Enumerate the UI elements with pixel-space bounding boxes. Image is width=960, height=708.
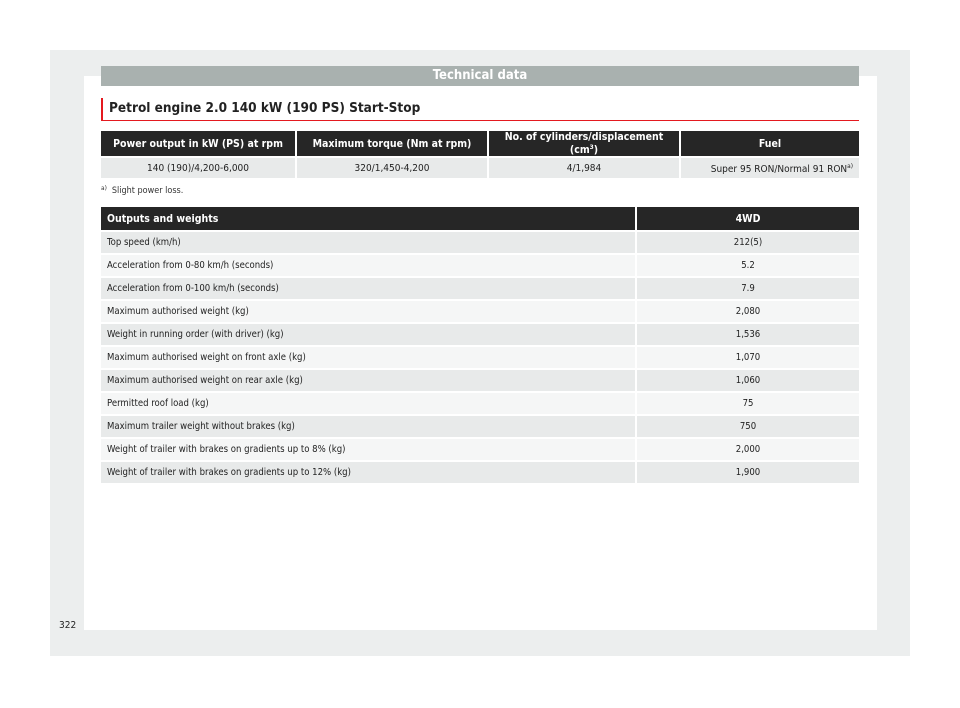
row-label: Acceleration from 0-80 km/h (seconds) <box>101 255 635 276</box>
row-label: Maximum trailer weight without brakes (kg) <box>101 416 635 437</box>
weights-table <box>99 205 861 485</box>
cell-fuel <box>681 158 859 178</box>
header-torque: Maximum torque (Nm at rpm) <box>297 131 487 156</box>
row-value: 212(5) <box>637 232 859 253</box>
cell-power: 140 (190)/4,200-6,000 <box>101 158 295 178</box>
row-label: Permitted roof load (kg) <box>101 393 635 414</box>
header-cylinders-text: No. of cylinders/displacement (cm <box>504 131 664 156</box>
row-value: 2,000 <box>637 439 859 460</box>
weights-table-header <box>101 207 859 230</box>
page-number: 322 <box>59 620 77 631</box>
header-cylinders <box>489 131 679 156</box>
row-label: Maximum authorised weight (kg) <box>101 301 635 322</box>
engine-table <box>99 129 861 180</box>
row-label: Maximum authorised weight on front axle (kg) <box>101 347 635 368</box>
row-label: Weight of trailer with brakes on gradients up to 8% (kg) <box>101 439 635 460</box>
table-row <box>101 278 859 299</box>
chapter-header: Technical data <box>101 66 859 86</box>
footnote <box>101 184 183 196</box>
row-value: 1,536 <box>637 324 859 345</box>
footnote-text: Slight power loss. <box>111 186 184 196</box>
table-row <box>101 324 859 345</box>
row-value: 1,070 <box>637 347 859 368</box>
row-label: Acceleration from 0-100 km/h (seconds) <box>101 278 635 299</box>
engine-table-row <box>101 158 859 178</box>
footnote-mark: a) <box>101 184 107 192</box>
table-row <box>101 370 859 391</box>
table-row <box>101 347 859 368</box>
section-title: Petrol engine 2.0 140 kW (190 PS) Start-Stop <box>101 98 859 120</box>
cell-torque: 320/1,450-4,200 <box>297 158 487 178</box>
table-row <box>101 232 859 253</box>
table-row <box>101 301 859 322</box>
row-value: 1,060 <box>637 370 859 391</box>
title-underline <box>101 120 859 121</box>
row-value: 75 <box>637 393 859 414</box>
row-value: 750 <box>637 416 859 437</box>
row-label: Weight of trailer with brakes on gradients up to 12% (kg) <box>101 462 635 483</box>
row-value: 1,900 <box>637 462 859 483</box>
cell-fuel-text: Super 95 RON/Normal 91 RON <box>710 163 848 175</box>
row-label: Top speed (km/h) <box>101 232 635 253</box>
row-label: Weight in running order (with driver) (kg) <box>101 324 635 345</box>
table-row <box>101 439 859 460</box>
table-row <box>101 393 859 414</box>
header-cylinders-close: ) <box>593 144 599 156</box>
row-value: 2,080 <box>637 301 859 322</box>
row-label: Maximum authorised weight on rear axle (kg) <box>101 370 635 391</box>
header-cylinders-sup: 3 <box>589 143 594 151</box>
header-outputs-weights: Outputs and weights <box>101 207 635 230</box>
cell-cylinders: 4/1,984 <box>489 158 679 178</box>
row-value: 7.9 <box>637 278 859 299</box>
table-row <box>101 416 859 437</box>
header-power: Power output in kW (PS) at rpm <box>101 131 295 156</box>
row-value: 5.2 <box>637 255 859 276</box>
table-row <box>101 255 859 276</box>
engine-table-header <box>101 131 859 156</box>
header-fuel: Fuel <box>681 131 859 156</box>
table-row <box>101 462 859 483</box>
fuel-footnote-ref: a) <box>847 161 853 170</box>
header-4wd: 4WD <box>637 207 859 230</box>
